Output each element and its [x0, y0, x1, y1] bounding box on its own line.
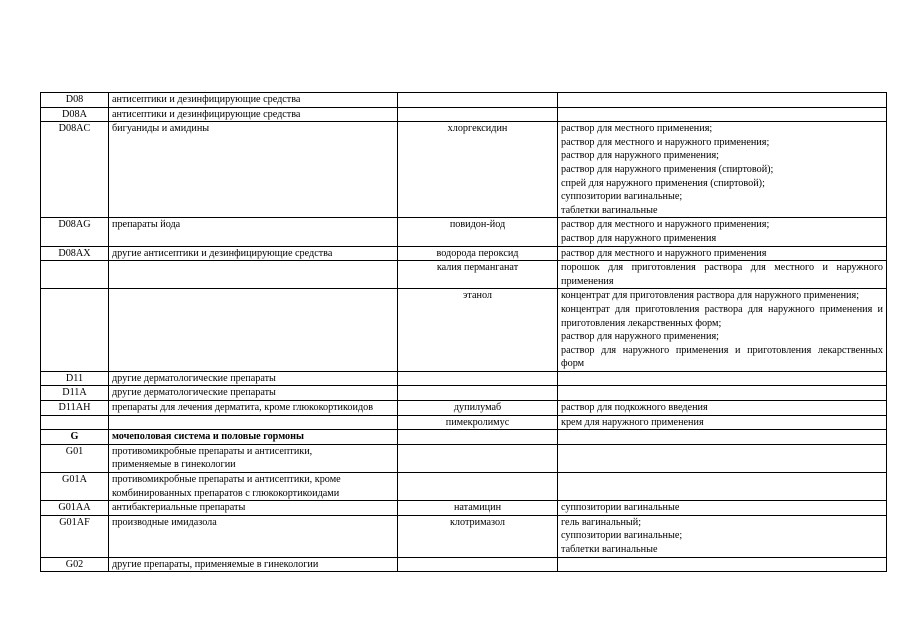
drug-name-cell: [398, 473, 558, 501]
group-name-cell: другие антисептики и дезинфицирующие средства: [109, 246, 398, 261]
table-row: [41, 430, 887, 445]
table-row: [41, 557, 887, 572]
group-name-cell: противомикробные препараты и антисептики, применяемые в гинекологии: [109, 444, 398, 472]
drug-name-cell: этанол: [398, 289, 558, 372]
dosage-form-cell: порошок для приготовления раствора для местного и наружного применения: [558, 261, 887, 289]
atc-code-cell: D11A: [41, 386, 109, 401]
table-row: [41, 473, 887, 501]
table-row: [41, 107, 887, 122]
group-name-cell: производные имидазола: [109, 515, 398, 557]
dosage-form-cell: [558, 444, 887, 472]
group-name-cell: [109, 289, 398, 372]
dosage-form-cell: раствор для подкожного введения: [558, 401, 887, 416]
atc-code-cell: [41, 289, 109, 372]
drug-name-cell: дупилумаб: [398, 401, 558, 416]
atc-code-cell: G01A: [41, 473, 109, 501]
group-name-cell: антисептики и дезинфицирующие средства: [109, 93, 398, 108]
drug-name-cell: [398, 386, 558, 401]
dosage-form-cell: гель вагинальный; суппозитории вагинальные; таблетки вагинальные: [558, 515, 887, 557]
group-name-cell: другие дерматологические препараты: [109, 371, 398, 386]
dosage-form-cell: [558, 371, 887, 386]
dosage-form-cell: [558, 557, 887, 572]
atc-code-cell: G02: [41, 557, 109, 572]
atc-code-cell: D08A: [41, 107, 109, 122]
table-row: [41, 401, 887, 416]
drug-name-cell: натамицин: [398, 501, 558, 516]
table-row: [41, 371, 887, 386]
group-name-cell: [109, 261, 398, 289]
group-name-cell: антисептики и дезинфицирующие средства: [109, 107, 398, 122]
group-name-cell: другие дерматологические препараты: [109, 386, 398, 401]
table-row: [41, 444, 887, 472]
drug-name-cell: пимекролимус: [398, 415, 558, 430]
drug-name-cell: клотримазол: [398, 515, 558, 557]
dosage-form-cell: раствор для местного применения; раствор для местного и наружного применения; раствор для наружного применения; раствор для наружного применения (спиртовой); спрей для наружного применения (спиртовой); суппозитории вагинальные; таблетки вагинальные: [558, 122, 887, 218]
dosage-form-cell: [558, 93, 887, 108]
atc-code-cell: G01: [41, 444, 109, 472]
dosage-form-cell: [558, 473, 887, 501]
atc-code-cell: D08AG: [41, 218, 109, 246]
table-body: [41, 93, 887, 572]
drug-name-cell: повидон-йод: [398, 218, 558, 246]
drug-name-cell: [398, 557, 558, 572]
group-name-cell: другие препараты, применяемые в гинекологии: [109, 557, 398, 572]
table-row: [41, 246, 887, 261]
group-name-cell: мочеполовая система и половые гормоны: [109, 430, 398, 445]
drug-classification-table: [40, 92, 887, 572]
drug-name-cell: [398, 107, 558, 122]
dosage-form-cell: крем для наружного применения: [558, 415, 887, 430]
group-name-cell: антибактериальные препараты: [109, 501, 398, 516]
dosage-form-cell: [558, 107, 887, 122]
table-row: [41, 386, 887, 401]
atc-code-cell: D08: [41, 93, 109, 108]
table-row: [41, 515, 887, 557]
atc-code-cell: [41, 415, 109, 430]
table-row: [41, 218, 887, 246]
drug-name-cell: [398, 444, 558, 472]
drug-name-cell: водорода пероксид: [398, 246, 558, 261]
atc-code-cell: D08AX: [41, 246, 109, 261]
atc-code-cell: G01AA: [41, 501, 109, 516]
dosage-form-cell: [558, 386, 887, 401]
drug-name-cell: [398, 430, 558, 445]
dosage-form-cell: раствор для местного и наружного применения; раствор для наружного применения: [558, 218, 887, 246]
table-row: [41, 415, 887, 430]
group-name-cell: препараты йода: [109, 218, 398, 246]
atc-code-cell: [41, 261, 109, 289]
drug-name-cell: [398, 371, 558, 386]
dosage-form-cell: раствор для местного и наружного применения: [558, 246, 887, 261]
group-name-cell: бигуаниды и амидины: [109, 122, 398, 218]
group-name-cell: противомикробные препараты и антисептики, кроме комбинированных препаратов с глюкокортикоидами: [109, 473, 398, 501]
atc-code-cell: G: [41, 430, 109, 445]
table-row: [41, 501, 887, 516]
table-row: [41, 261, 887, 289]
drug-name-cell: [398, 93, 558, 108]
drug-name-cell: калия перманганат: [398, 261, 558, 289]
group-name-cell: [109, 415, 398, 430]
atc-code-cell: D08AC: [41, 122, 109, 218]
drug-name-cell: хлоргексидин: [398, 122, 558, 218]
atc-code-cell: G01AF: [41, 515, 109, 557]
group-name-cell: препараты для лечения дерматита, кроме глюкокортикоидов: [109, 401, 398, 416]
atc-code-cell: D11AH: [41, 401, 109, 416]
atc-code-cell: D11: [41, 371, 109, 386]
dosage-form-cell: суппозитории вагинальные: [558, 501, 887, 516]
dosage-form-cell: [558, 430, 887, 445]
table-row: [41, 289, 887, 372]
table-row: [41, 93, 887, 108]
table-row: [41, 122, 887, 218]
dosage-form-cell: концентрат для приготовления раствора для наружного применения; концентрат для приготовления раствора для наружного применения и приготовления лекарственных форм; раствор для наружного применения; раствор для наружного применения и приготовления лекарственных форм: [558, 289, 887, 372]
